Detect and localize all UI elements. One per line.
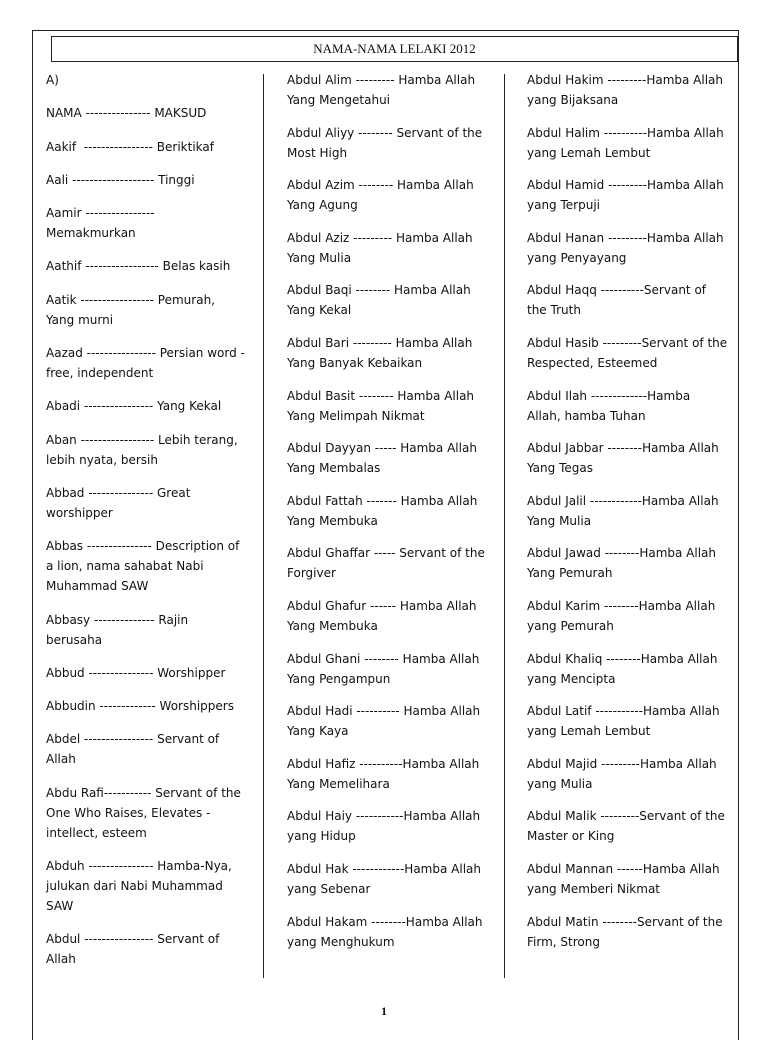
name-entry: Abdul Haqq ----------Servant of the Truth — [527, 283, 707, 318]
name-entry: Aakif ---------------- Beriktikaf — [46, 139, 214, 154]
name-entry: Aamir ---------------- Memakmurkan — [46, 206, 155, 241]
name-entry: Abdul Jabbar --------Hamba Allah Yang Tegas — [527, 441, 719, 476]
name-entry: Abdul Hakam --------Hamba Allah yang Menghukum — [287, 914, 483, 949]
name-entry: NAMA --------------- MAKSUD — [46, 106, 207, 121]
name-entry: Abdul Dayyan ----- Hamba Allah Yang Membalas — [287, 441, 477, 476]
name-entry: Abdul Alim --------- Hamba Allah Yang Mengetahui — [287, 73, 476, 107]
name-entry: Abdul Haiy -----------Hamba Allah yang Hidup — [287, 809, 481, 844]
name-entry: Aali ------------------- Tinggi — [46, 172, 195, 187]
name-entry: Abdul Aliyy -------- Servant of the Most High — [287, 125, 483, 160]
name-entry: Abdul Karim --------Hamba Allah yang Pemurah — [527, 598, 716, 633]
column-2 — [287, 70, 499, 964]
name-entry: Aatik ----------------- Pemurah, Yang murni — [46, 292, 215, 327]
name-entry: Abdul Hadi ---------- Hamba Allah Yang Kaya — [287, 704, 481, 739]
name-entry: Abdul ---------------- Servant of Allah — [46, 932, 220, 967]
name-entry: Abdel ---------------- Servant of Allah — [46, 732, 220, 767]
name-entry: Abduh --------------- Hamba-Nya, julukan dari Nabi Muhammad SAW — [46, 859, 232, 914]
name-entry: Abdul Matin --------Servant of the Firm, Strong — [527, 914, 723, 949]
name-entry: Abdul Hasib ---------Servant of the Respected, Esteemed — [527, 335, 728, 370]
name-entry: Aban ----------------- Lebih terang, lebih nyata, bersih — [46, 432, 238, 467]
name-entry: Abdul Hamid ---------Hamba Allah yang Terpuji — [527, 178, 724, 213]
name-entry: Abdul Hanan ---------Hamba Allah yang Penyayang — [527, 230, 724, 265]
document-title: NAMA-NAMA LELAKI 2012 — [51, 36, 738, 62]
name-entry: Abdul Jalil ------------Hamba Allah Yang Mulia — [527, 493, 719, 528]
column-1 — [46, 70, 258, 983]
name-entry: Abdu Rafi----------- Servant of the One Who Raises, Elevates - intellect, esteem — [46, 785, 241, 840]
name-entry: Abdul Azim -------- Hamba Allah Yang Agung — [287, 178, 474, 213]
column-divider-1 — [263, 74, 264, 978]
name-entry: Abdul Majid ---------Hamba Allah yang Mulia — [527, 756, 717, 791]
name-entry: Abadi ---------------- Yang Kekal — [46, 399, 222, 414]
name-entry: Abdul Bari --------- Hamba Allah Yang Banyak Kebaikan — [287, 335, 473, 370]
column-divider-2 — [504, 74, 505, 978]
name-entry: Abdul Malik ---------Servant of the Master or King — [527, 809, 725, 844]
name-entry: A) — [46, 73, 59, 87]
name-entry: Abdul Hakim ---------Hamba Allah yang Bijaksana — [527, 73, 724, 107]
page-number: 1 — [381, 1004, 387, 1018]
name-entry: Aathif ----------------- Belas kasih — [46, 259, 231, 274]
name-entry: Abdul Ghaffar ----- Servant of the Forgiver — [287, 546, 485, 581]
name-entry: Abbud --------------- Worshipper — [46, 665, 226, 680]
name-entry: Abdul Jawad --------Hamba Allah Yang Pemurah — [527, 546, 717, 581]
name-entry: Abdul Halim ----------Hamba Allah yang Lemah Lembut — [527, 125, 724, 160]
name-entry: Abdul Mannan ------Hamba Allah yang Memberi Nikmat — [527, 861, 720, 896]
name-entry: Abdul Aziz --------- Hamba Allah Yang Mulia — [287, 230, 473, 265]
name-entry: Abdul Latif -----------Hamba Allah yang Lemah Lembut — [527, 704, 720, 739]
name-entry: Abdul Basit -------- Hamba Allah Yang Melimpah Nikmat — [287, 388, 475, 423]
name-entry: Abdul Hafiz ----------Hamba Allah Yang Memelihara — [287, 756, 480, 791]
name-entry: Abdul Hak ------------Hamba Allah yang Sebenar — [287, 861, 481, 896]
name-entry: Abdul Fattah ------- Hamba Allah Yang Membuka — [287, 493, 478, 528]
name-entry: Abdul Ghafur ------ Hamba Allah Yang Membuka — [287, 598, 477, 633]
name-entry: Abdul Khaliq --------Hamba Allah yang Mencipta — [527, 651, 718, 686]
column-3 — [527, 70, 739, 964]
name-entry: Abbasy -------------- Rajin berusaha — [46, 612, 189, 647]
name-entry: Abbas --------------- Description of a lion, nama sahabat Nabi Muhammad SAW — [46, 539, 240, 594]
name-entry: Abdul Ilah -------------Hamba Allah, hamba Tuhan — [527, 388, 691, 423]
name-entry: Abdul Baqi -------- Hamba Allah Yang Kekal — [287, 283, 471, 318]
name-entry: Abbad --------------- Great worshipper — [46, 485, 191, 520]
name-entry: Aazad ---------------- Persian word - free, independent — [46, 346, 245, 381]
name-entry: Abdul Ghani -------- Hamba Allah Yang Pengampun — [287, 651, 480, 686]
name-entry: Abbudin ------------- Worshippers — [46, 699, 234, 714]
